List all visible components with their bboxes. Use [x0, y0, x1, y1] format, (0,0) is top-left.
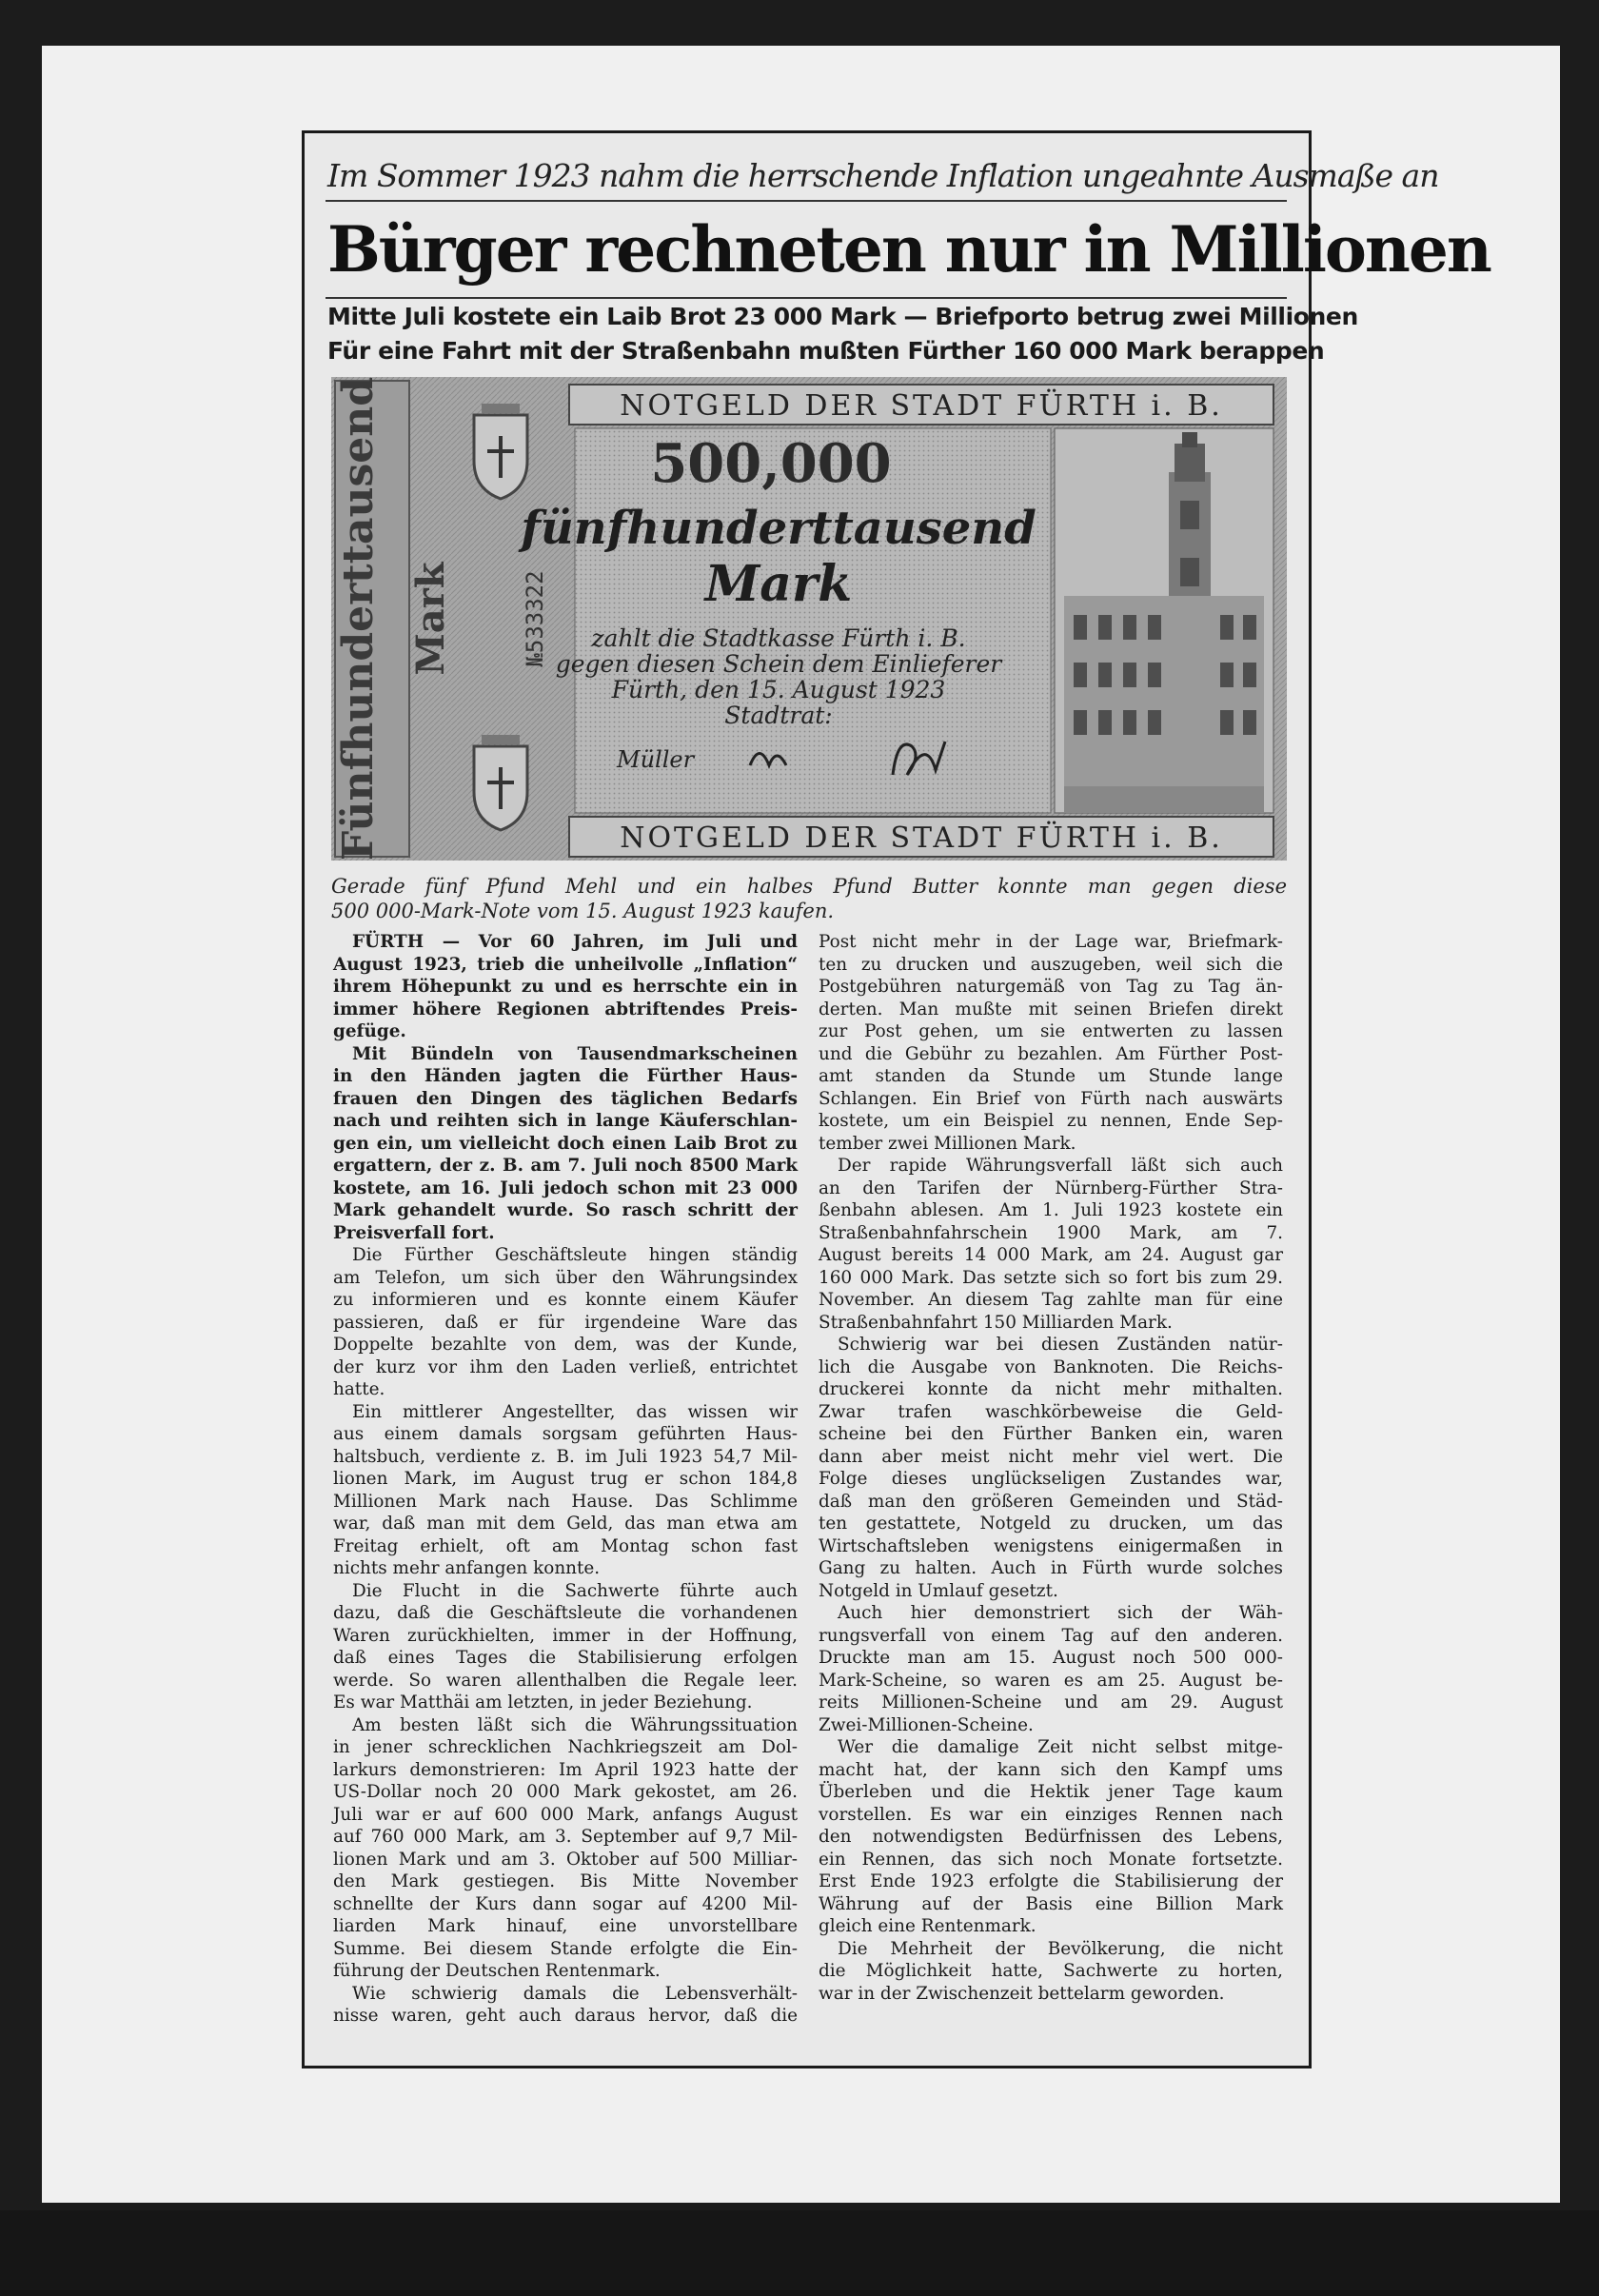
note-amount-words: fünfhunderttausend [521, 502, 1036, 555]
article-line: daß eines Tages die Stabilisierung erfolgen [333, 1648, 798, 1668]
article-line: Währung auf der Basis eine Billion Mark [819, 1893, 1283, 1914]
article-line: ßenbahn ablesen. Am 1. Juli 1923 kostete ein [819, 1200, 1283, 1220]
article-line: Die Mehrheit der Bevölkerung, die nicht [838, 1938, 1283, 1959]
article-line: Die Fürther Geschäftsleute hingen ständig [352, 1245, 798, 1265]
article-line: druckerei konnte da nicht mehr mithalten. [819, 1379, 1283, 1399]
article-line: am Telefon, um sich über den Währungsindex [333, 1267, 798, 1288]
article-line: Postgebühren naturgemäß von Tag zu Tag än- [819, 977, 1283, 997]
article-line: Mark-Scheine, so waren es am 25. August be- [819, 1670, 1283, 1691]
article-line: Ein mittlerer Angestellter, das wissen wir [352, 1401, 798, 1422]
article-line: Notgeld in Umlauf gesetzt. [819, 1580, 1058, 1601]
note-signature-name: Müller [617, 746, 695, 773]
article-line: ihrem Höhepunkt zu und es herrschte ein in [333, 977, 798, 997]
article-line: liarden Mark hinauf, eine unvorstellbare [333, 1916, 798, 1936]
coat-of-arms-icon [474, 404, 527, 499]
article-line: amt standen da Stunde um Stunde lange [819, 1066, 1283, 1086]
article-line: lionen Mark, im August trug er schon 184,8 [333, 1469, 798, 1489]
note-currency: Mark [704, 555, 853, 613]
article-line: war, daß man mit dem Geld, das man etwa am [333, 1514, 798, 1534]
article-line: passieren, daß er für irgendeine Ware das [333, 1312, 798, 1333]
article-line: Zwei-Millionen-Scheine. [819, 1714, 1034, 1735]
article-line: Schlangen. Ein Brief von Fürth nach auswärts [819, 1088, 1283, 1109]
article-line: Überleben und die Hektik jener Tage kaum [819, 1782, 1283, 1802]
article-line: werde. So waren allenthalben die Regale leer. [333, 1670, 798, 1691]
article-line: ergattern, der z. B. am 7. Juli noch 8500 Mark [333, 1156, 798, 1176]
article-line: gleich eine Rentenmark. [819, 1916, 1036, 1936]
article-kicker: Im Sommer 1923 nahm die herrschende Inflation ungeahnte Ausmaße an [327, 157, 1439, 194]
article-line: Straßenbahnfahrt 150 Milliarden Mark. [819, 1312, 1173, 1333]
newspaper-clipping [302, 130, 1490, 2068]
article-line: Wie schwierig damals die Lebensverhält- [352, 1983, 798, 2004]
article-line: 160 000 Mark. Das setzte sich so fort bis zum 29. [819, 1267, 1283, 1288]
article-line: hatte. [333, 1379, 385, 1399]
article-line: Der rapide Währungsverfall läßt sich auch [838, 1156, 1283, 1176]
article-line: Summe. Bei diesem Stande erfolgte die Ein- [333, 1938, 798, 1959]
article-line: ein Rennen, das sich noch Monate fortsetzte. [819, 1849, 1283, 1870]
article-column-right [819, 931, 1283, 2005]
note-side-text-2: Mark [408, 562, 453, 676]
subhead-line-2: Für eine Fahrt mit der Straßenbahn mußten Fürther 160 000 Mark berappen [327, 337, 1325, 365]
article-line: dann aber meist nicht mehr viel wert. Die [819, 1446, 1283, 1467]
article-line: reits Millionen-Scheine und am 29. August [819, 1692, 1283, 1712]
note-promise-line: zahlt die Stadtkasse Fürth i. B. [591, 624, 966, 652]
article-line: in jener schrecklichen Nachkriegszeit am Dol- [333, 1737, 798, 1757]
note-side-text-1: Fünfhunderttausend [334, 377, 383, 861]
article-line: der kurz vor ihm den Laden verließ, entrichtet [333, 1356, 798, 1377]
article-line: zu informieren und es konnte einem Käufer [333, 1290, 798, 1310]
article-line: Millionen Mark nach Hause. Das Schlimme [333, 1491, 798, 1512]
article-line: Zwar trafen waschkörbeweise die Geld- [819, 1401, 1283, 1422]
article-line: haltsbuch, verdiente z. B. im Juli 1923 54,7 Mil- [333, 1446, 798, 1467]
article-line: war in der Zwischenzeit bettelarm geworden. [819, 1983, 1225, 2004]
article-line: lionen Mark und am 3. Oktober auf 500 Milliar- [333, 1849, 798, 1870]
article-line: kostete, um ein Beispiel zu nennen, Ende Sep- [819, 1111, 1283, 1131]
article-line: Post nicht mehr in der Lage war, Briefmark- [819, 932, 1283, 952]
article-line: Preisverfall fort. [333, 1222, 495, 1243]
article-line: macht hat, der kann sich den Kampf ums [819, 1759, 1283, 1780]
article-line: gen ein, um vielleicht doch einen Laib Brot zu [333, 1133, 798, 1154]
article-line: Erst Ende 1923 erfolgte die Stabilisierung der [819, 1871, 1283, 1891]
note-promise-line: Fürth, den 15. August 1923 [611, 676, 946, 703]
note-promise-line: gegen diesen Schein dem Einlieferer [555, 650, 1002, 678]
article-line: nisse waren, geht auch daraus hervor, daß die [333, 2006, 798, 2026]
article-line: Mark gehandelt wurde. So rasch schritt der [333, 1200, 798, 1220]
article-line: November. An diesem Tag zahlte man für eine [819, 1290, 1283, 1310]
image-caption [331, 874, 1287, 923]
article-line: Die Flucht in die Sachwerte führte auch [352, 1580, 798, 1601]
article-line: ten gestattete, Notgeld zu drucken, um das [819, 1514, 1283, 1534]
article-line: Juli war er auf 600 000 Mark, anfangs August [333, 1804, 798, 1825]
article-line: Am besten läßt sich die Währungssituation [352, 1714, 798, 1735]
article-line: schnellte der Kurs dann sogar auf 4200 Mil- [333, 1893, 798, 1914]
article-line: Wirtschaftsleben wenigstens einigermaßen in [819, 1535, 1283, 1556]
article-line: ten zu drucken und auszugeben, weil sich die [819, 954, 1283, 975]
article-line: Es war Matthäi am letzten, in jeder Beziehung. [333, 1692, 753, 1712]
note-bottom-banner: NOTGELD DER STADT FÜRTH i. B. [620, 821, 1223, 855]
article-line: auf 760 000 Mark, am 3. September auf 9,7 Mil- [333, 1827, 798, 1847]
coat-of-arms-icon [474, 735, 527, 830]
city-hall-illustration [1055, 428, 1273, 813]
article-line: immer höhere Regionen abtriftendes Preis- [333, 999, 798, 1019]
article-line: Wer die damalige Zeit nicht selbst mitge- [838, 1737, 1283, 1757]
article-line: gefüge. [333, 1021, 406, 1041]
scan-border-bottom [0, 2210, 1599, 2296]
banknote-image [331, 377, 1287, 861]
subhead-line-1: Mitte Juli kostete ein Laib Brot 23 000 Mark — Briefporto betrug zwei Millionen [327, 303, 1358, 330]
article-line: Auch hier demonstriert sich der Wäh- [838, 1603, 1283, 1623]
article-line: lich die Ausgabe von Banknoten. Die Reichs- [819, 1356, 1283, 1377]
article-column-left [333, 931, 798, 2028]
article-line: zur Post gehen, um sie entwerten zu lassen [819, 1021, 1283, 1041]
article-line: Schwierig war bei diesen Zuständen natür- [838, 1335, 1283, 1355]
article-line: FÜRTH — Vor 60 Jahren, im Juli und [352, 932, 798, 952]
article-line: in den Händen jagten die Fürther Haus- [333, 1066, 798, 1086]
article-line: und die Gebühr zu bezahlen. Am Fürther Post- [819, 1043, 1283, 1064]
article-line: die Möglichkeit hatte, Sachwerte zu horten, [819, 1961, 1283, 1981]
article-headline: Bürger rechneten nur in Millionen [327, 212, 1490, 287]
article-line: Waren zurückhielten, immer in der Hoffnung, [333, 1625, 798, 1646]
article-line: August 1923, trieb die unheilvolle „Inflation“ [333, 954, 798, 975]
article-line: vorstellen. Es war ein einziges Rennen nach [819, 1804, 1283, 1825]
article-line: scheine bei den Fürther Banken ein, waren [819, 1424, 1283, 1444]
caption-line: Gerade fünf Pfund Mehl und ein halbes Pfund Butter konnte man gegen diese [331, 875, 1287, 898]
rule-under-headline [326, 297, 1287, 299]
article-line: nichts mehr anfangen konnte. [333, 1558, 601, 1578]
article-line: den notwendigsten Bedürfnissen des Lebens, [819, 1827, 1283, 1847]
article-line: Gang zu halten. Auch in Fürth wurde solches [819, 1558, 1283, 1578]
article-line: larkurs demonstrieren: Im April 1923 hatte der [333, 1759, 798, 1780]
article-line: August bereits 14 000 Mark, am 24. August gar [819, 1245, 1283, 1265]
note-serial: №533322 [522, 570, 548, 667]
article-line: dazu, daß die Geschäftsleute die vorhandenen [333, 1603, 798, 1623]
article-line: Freitag erhielt, oft am Montag schon fast [333, 1535, 798, 1556]
article-line: rungsverfall von einem Tag auf den anderen. [819, 1625, 1283, 1646]
article-line: derten. Man mußte mit seinen Briefen direkt [819, 999, 1283, 1019]
article-line: daß man den größeren Gemeinden und Städ- [819, 1491, 1283, 1512]
article-line: Druckte man am 15. August noch 500 000- [819, 1648, 1283, 1668]
article-line: Doppelte bezahlte von dem, was der Kunde, [333, 1335, 798, 1355]
article-line: US-Dollar noch 20 000 Mark gekostet, am 26. [333, 1782, 798, 1802]
article-line: aus einem damals sorgsam geführten Haus- [333, 1424, 798, 1444]
article-line: den Mark gestiegen. Bis Mitte November [333, 1871, 798, 1891]
article-line: an den Tarifen der Nürnberg-Fürther Stra- [819, 1178, 1283, 1198]
article-line: nach und reihten sich in lange Käuferschlan- [333, 1111, 798, 1131]
article-line: Mit Bündeln von Tausendmarkscheinen [352, 1043, 798, 1064]
note-promise-line: Stadtrat: [724, 702, 833, 729]
article-line: Folge dieses unglückseligen Zustandes war, [819, 1469, 1283, 1489]
article-line: kostete, am 16. Juli jedoch schon mit 23 000 [333, 1178, 798, 1198]
article-line: frauen den Dingen des täglichen Bedarfs [333, 1088, 798, 1109]
note-top-banner: NOTGELD DER STADT FÜRTH i. B. [620, 389, 1223, 423]
article-line: tember zwei Millionen Mark. [819, 1133, 1076, 1154]
caption-line: 500 000-Mark-Note vom 15. August 1923 kaufen. [331, 900, 835, 922]
note-amount: 500,000 [650, 432, 892, 495]
article-line: Straßenbahnfahrschein 1900 Mark, am 7. [819, 1222, 1283, 1243]
article-line: führung der Deutschen Rentenmark. [333, 1961, 661, 1981]
